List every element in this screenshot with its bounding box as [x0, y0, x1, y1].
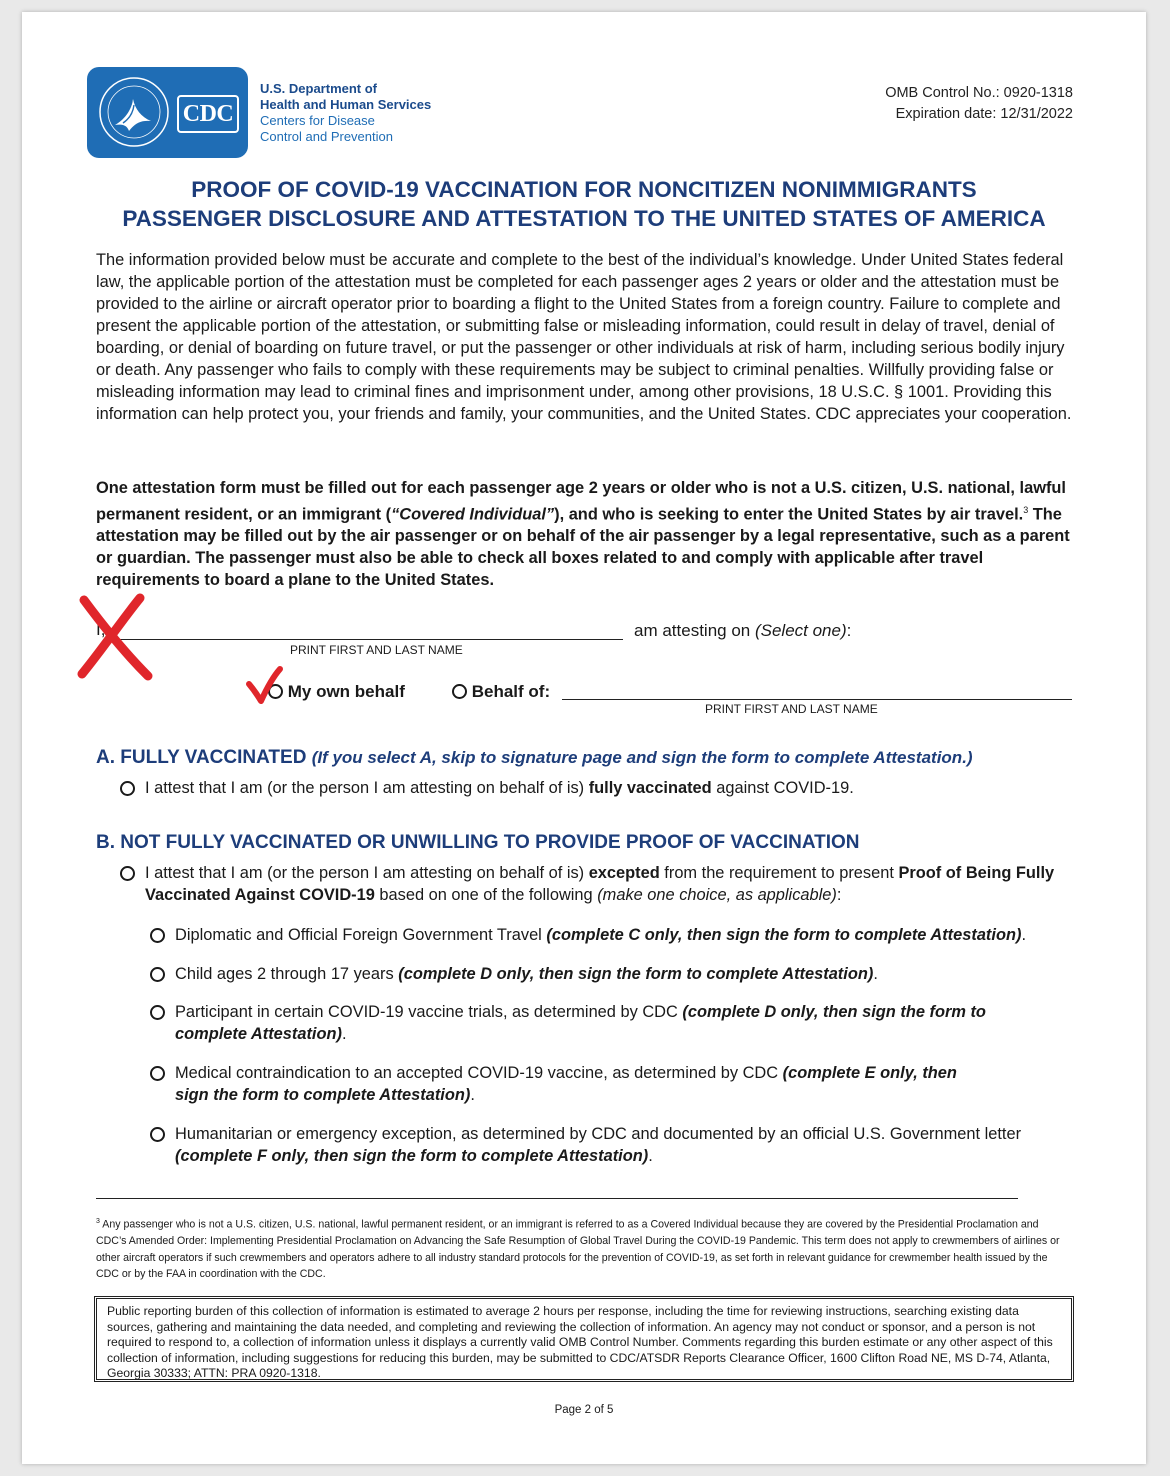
option-text [150, 1123, 1070, 1167]
text-run: (complete D only, then sign the form to complete Attestation) [398, 965, 874, 983]
text-run: excepted [588, 864, 660, 882]
option-diplomatic[interactable] [150, 924, 1090, 946]
option-vaccine-trial[interactable] [150, 1001, 1015, 1045]
text-run: from the requirement to present [659, 864, 899, 882]
name-caption: PRINT FIRST AND LAST NAME [290, 643, 463, 657]
title-line: PASSENGER DISCLOSURE AND ATTESTATION TO THE UNITED STATES OF AMERICA [122, 206, 1046, 231]
option-text [150, 1001, 1015, 1045]
dept-line: Health and Human Services [260, 97, 432, 112]
text-run: against COVID-19. [711, 779, 854, 797]
cdc-logo [87, 67, 248, 158]
name-field[interactable] [118, 639, 623, 640]
behalf-name-caption: PRINT FIRST AND LAST NAME [705, 702, 878, 716]
option-label: My own behalf [287, 682, 405, 701]
text-run: fully vaccinated [588, 779, 712, 797]
option-humanitarian[interactable] [150, 1123, 1070, 1167]
dept-line: Control and Prevention [260, 129, 393, 144]
text-run: One attestation form must be filled out for each passenger age 2 years or older who is not a U.S. citizen, U.S. national, lawful permanent resident, or an immigrant ( [96, 479, 1066, 524]
radio-button[interactable] [150, 1005, 165, 1020]
text-run: (complete F only, then sign the form to complete Attestation) [175, 1147, 649, 1165]
footnote-ref: 3 [1023, 505, 1029, 515]
text-run: (make one choice, as applicable) [597, 886, 837, 904]
expiration-date: Expiration date: 12/31/2022 [895, 106, 1073, 122]
red-x-mark-icon [74, 592, 156, 682]
attesting-on-label [634, 621, 851, 641]
text-run: : [836, 886, 842, 904]
omb-info [885, 83, 1073, 125]
footnote [96, 1214, 1068, 1283]
text-run: . [470, 1086, 475, 1104]
text-run: based on one of the following [374, 886, 598, 904]
radio-button[interactable] [150, 1066, 165, 1081]
text-run: A. FULLY VACCINATED [96, 747, 312, 768]
text-run: Participant in certain COVID-19 vaccine trials, as determined by CDC [175, 1003, 683, 1021]
section-a-heading [96, 747, 973, 769]
i-label: I, [96, 620, 106, 639]
option-behalf-of[interactable] [452, 682, 550, 702]
radio-button[interactable] [150, 928, 165, 943]
dept-line: Centers for Disease [260, 113, 375, 128]
text-run: The attestation may be filled out by the air passenger or on behalf of the air passenger by a legal representative, such as a parent or guardian. The passenger must also be able to check all boxes related to and comply with applicable after travel requirements to board a plane to the United States. [96, 505, 1070, 590]
dept-line: U.S. Department of [260, 81, 378, 96]
option-medical-contraindication[interactable] [150, 1062, 990, 1106]
footnote-separator [96, 1198, 1018, 1199]
option-own-behalf[interactable] [268, 682, 405, 702]
red-checkmark-icon [244, 664, 284, 706]
hhs-seal-icon [95, 73, 173, 151]
behalf-name-field[interactable] [562, 699, 1072, 700]
cdc-wordmark: CDC [177, 95, 239, 133]
section-b-heading: B. NOT FULLY VACCINATED OR UNWILLING TO PROVIDE PROOF OF VACCINATION [96, 832, 860, 853]
option-label: Behalf of: [471, 682, 551, 701]
omb-control-number: OMB Control No.: 0920-1318 [885, 85, 1073, 101]
text-run: . [341, 1025, 347, 1043]
radio-button[interactable] [452, 684, 467, 699]
option-text [150, 1062, 990, 1106]
text-run: Any passenger who is not a U.S. citizen, U.S. national, lawful permanent resident, or an immigrant is referred to as a Covered Individual because they are covered by the Presidential Proclamation and CDC’s Amended Order: Implementing Presidential Proclamation on Advancing the Safe Resumption of Global Travel During the COVID-19 Pandemic. This term does not apply to crewmembers of airlines or other aircraft operators if such crewmembers and operators adhere to all industry standard protocols for the prevention of COVID-19, as set forth in relevant guidance for crewmember health issued by the CDC or by the FAA in coordination with the CDC. [96, 1218, 1060, 1281]
instructions-paragraph [96, 477, 1076, 591]
radio-button[interactable] [150, 967, 165, 982]
option-text [150, 963, 1050, 985]
text-run: (complete E only, then sign the form to complete Attestation) [175, 1064, 957, 1104]
department-name [260, 81, 431, 145]
text-run: ), and who is seeking to enter the United States by air travel. [554, 505, 1024, 524]
option-text [120, 777, 1020, 799]
option-fully-vaccinated[interactable] [120, 777, 1020, 799]
page-number: Page 2 of 5 [554, 1404, 614, 1416]
text-run: am attesting on [634, 621, 755, 640]
option-text [150, 924, 1090, 946]
radio-button[interactable] [120, 781, 135, 796]
text-run: (If you select A, skip to signature page and sign the form to complete Attestation.) [311, 748, 973, 767]
option-text [120, 862, 1060, 906]
intro-paragraph: The information provided below must be accurate and complete to the best of the individual’s knowledge. Under United States federal law, the applicable portion of the attestation must be completed for each passenger ages 2 years or older and the attestation must be provided to the airline or aircraft operator prior to boarding a flight to the United States from a foreign country. Failure to complete and present the applicable portion of the attestation, or submitting false or misleading information, could result in delay of travel, denial of boarding, or denial of boarding on future travel, or put the passenger or other individuals at risk of harm, including serious bodily injury or death. Any passenger who fails to comply with these requirements may be subject to criminal penalties. Willfully providing false or misleading information may lead to criminal fines and imprisonment under, among other provisions, 18 U.S.C. § 1001. Providing this information can help protect you, your friends and family, your communities, and the United States. CDC appreciates your cooperation. [96, 251, 1072, 423]
text-run: Proof of Being Fully Vaccinated Against COVID-19 [145, 864, 1055, 904]
text-run: . [1021, 926, 1026, 944]
text-run: “Covered Individual” [391, 505, 555, 524]
text-run: . [873, 965, 878, 983]
text-run: Child ages 2 through 17 years [175, 965, 399, 983]
radio-button[interactable] [150, 1127, 165, 1142]
footnote-ref: 3 [96, 1218, 100, 1225]
text-run: (complete C only, then sign the form to complete Attestation) [546, 926, 1022, 944]
text-run: (Select one) [754, 621, 847, 640]
text-run: Humanitarian or emergency exception, as determined by CDC and documented by an official U.S. Government letter [175, 1125, 1022, 1143]
text-run: : [846, 621, 852, 640]
radio-button[interactable] [120, 866, 135, 881]
burden-statement: Public reporting burden of this collection of information is estimated to average 2 hours per response, including the time for reviewing instructions, searching existing data sources, gathering and maintaining the data needed, and completing and reviewing the collection of information. An agency may not conduct or sponsor, and a person is not required to respond to, a collection of information unless it displays a currently valid OMB Control Number. Comments regarding this burden estimate or any other aspect of this collection of information, including suggestions for reducing this burden, may be submitted to CDC/ATSDR Reports Clearance Officer, 1600 Clifton Road NE, MS D-74, Atlanta, Georgia 30333; ATTN: PRA 0920-1318. [94, 1296, 1074, 1382]
text-run: Medical contraindication to an accepted COVID-19 vaccine, as determined by CDC [175, 1064, 783, 1082]
text-run: . [648, 1147, 653, 1165]
text-run: (complete D only, then sign the form to complete Attestation) [175, 1003, 986, 1043]
text-run: I attest that I am (or the person I am attesting on behalf of is) [145, 864, 589, 882]
document-title [22, 175, 1146, 233]
document-page [22, 12, 1146, 1464]
title-line: PROOF OF COVID-19 VACCINATION FOR NONCITIZEN NONIMMIGRANTS [191, 177, 977, 202]
text-run: Diplomatic and Official Foreign Government Travel [175, 926, 547, 944]
option-child[interactable] [150, 963, 1050, 985]
text-run: I attest that I am (or the person I am attesting on behalf of is) [145, 779, 589, 797]
option-excepted[interactable] [120, 862, 1060, 906]
